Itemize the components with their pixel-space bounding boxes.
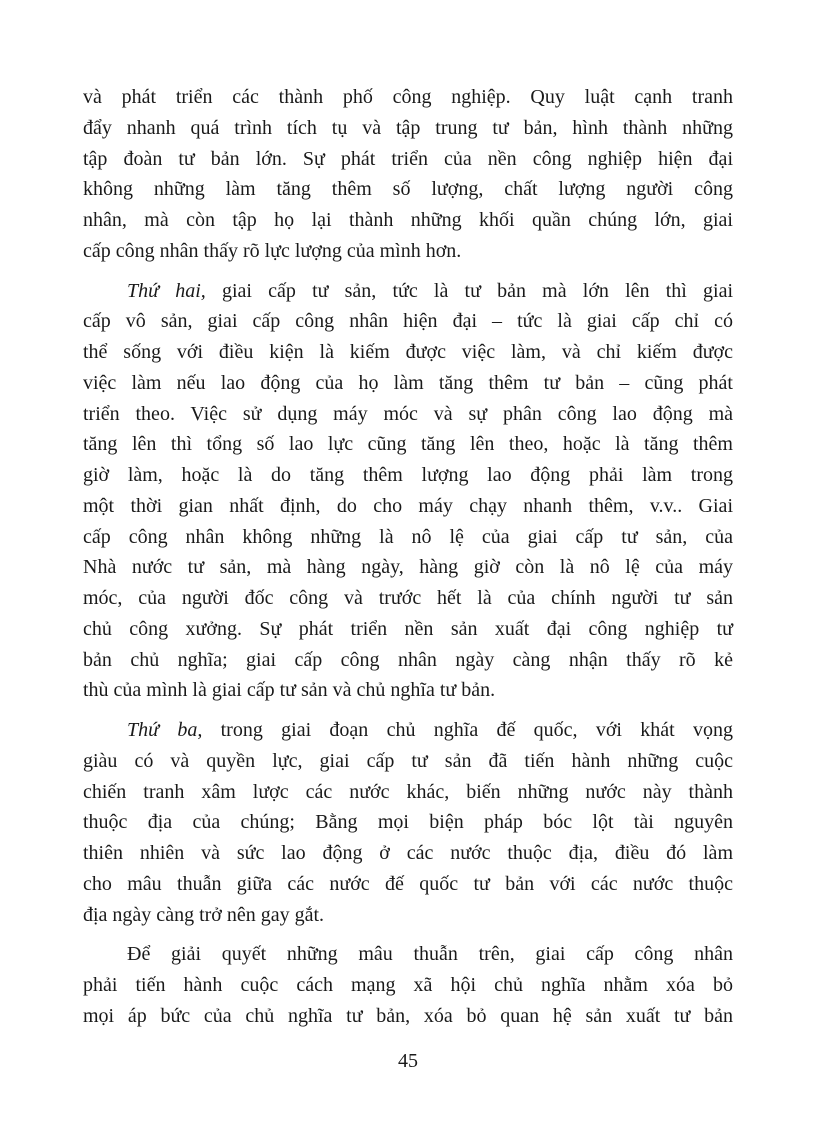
page-number: 45 <box>398 1050 418 1072</box>
text-line: giờ làm, hoặc là do tăng thêm lượng lao động phải làm trong <box>83 464 733 486</box>
text-line <box>83 276 733 307</box>
paragraph-lead: Thứ hai, <box>127 279 206 302</box>
text-line: không những làm tăng thêm số lượng, chất lượng người công <box>83 178 733 201</box>
paragraph <box>83 276 733 707</box>
text-line: nhân, mà còn tập họ lại thành những khối quần chúng lớn, giai <box>83 209 733 231</box>
document-body <box>83 82 733 1041</box>
text-line: chủ công xưởng. Sự phát triển nền sản xuất đại công nghiệp tư <box>83 617 733 640</box>
text-line: địa ngày càng trở nên gay gắt. <box>83 903 325 926</box>
text-line: chiến tranh xâm lược các nước khác, biến những nước này thành <box>83 780 733 803</box>
text-line: cho mâu thuẫn giữa các nước đế quốc tư bản với các nước thuộc <box>83 872 733 895</box>
text-line <box>83 715 733 746</box>
text-line: bản chủ nghĩa; giai cấp công nhân ngày càng nhận thấy rõ kẻ <box>83 648 733 671</box>
paragraph-lead: Thứ ba, <box>127 719 203 741</box>
text-line: thể sống với điều kiện là kiếm được việc làm, và chỉ kiếm được <box>83 341 733 363</box>
text-line: một thời gian nhất định, do cho máy chạy nhanh thêm, v.v.. Giai <box>83 494 733 517</box>
text-line: phải tiến hành cuộc cách mạng xã hội chủ nghĩa nhằm xóa bỏ <box>83 974 733 996</box>
text-line: việc làm nếu lao động của họ làm tăng thêm tư bản – cũng phát <box>83 371 733 394</box>
text-line: cấp công nhân không những là nô lệ của giai cấp tư sản, của <box>83 525 733 548</box>
text-line: Để giải quyết những mâu thuẫn trên, giai cấp công nhân <box>127 943 733 966</box>
text-fragment: trong giai đoạn chủ nghĩa đế quốc, với khát vọng <box>202 719 733 741</box>
paragraph <box>83 715 733 930</box>
text-line: mọi áp bức của chủ nghĩa tư bản, xóa bỏ quan hệ sản xuất tư bản <box>83 1004 733 1027</box>
paragraph <box>83 82 733 267</box>
text-line: đẩy nhanh quá trình tích tụ và tập trung tư bản, hình thành những <box>83 116 733 139</box>
text-line: triển theo. Việc sử dụng máy móc và sự phân công lao động mà <box>83 402 733 425</box>
text-fragment: giai cấp tư sản, tức là tư bản mà lớn lên thì giai <box>205 279 734 302</box>
text-line: cấp công nhân thấy rõ lực lượng của mình hơn. <box>83 239 462 262</box>
text-line: Nhà nước tư sản, mà hàng ngày, hàng giờ còn là nô lệ của máy <box>83 556 733 579</box>
text-line: tập đoàn tư bản lớn. Sự phát triển của nền công nghiệp hiện đại <box>83 147 733 170</box>
text-line: thiên nhiên và sức lao động ở các nước thuộc địa, điều đó làm <box>83 842 733 864</box>
text-line: thuộc địa của chúng; Bằng mọi biện pháp bóc lột tài nguyên <box>83 811 733 834</box>
text-line: giàu có và quyền lực, giai cấp tư sản đã tiến hành những cuộc <box>83 749 733 772</box>
paragraph <box>83 939 733 1031</box>
text-line: và phát triển các thành phố công nghiệp. Quy luật cạnh tranh <box>83 86 733 108</box>
text-line: cấp vô sản, giai cấp công nhân hiện đại – tức là giai cấp chỉ có <box>83 310 733 333</box>
text-line: tăng lên thì tổng số lao lực cũng tăng lên theo, hoặc là tăng thêm <box>83 433 733 456</box>
text-line: thù của mình là giai cấp tư sản và chủ nghĩa tư bản. <box>83 679 496 702</box>
text-line: móc, của người đốc công và trước hết là của chính người tư sản <box>83 587 733 609</box>
